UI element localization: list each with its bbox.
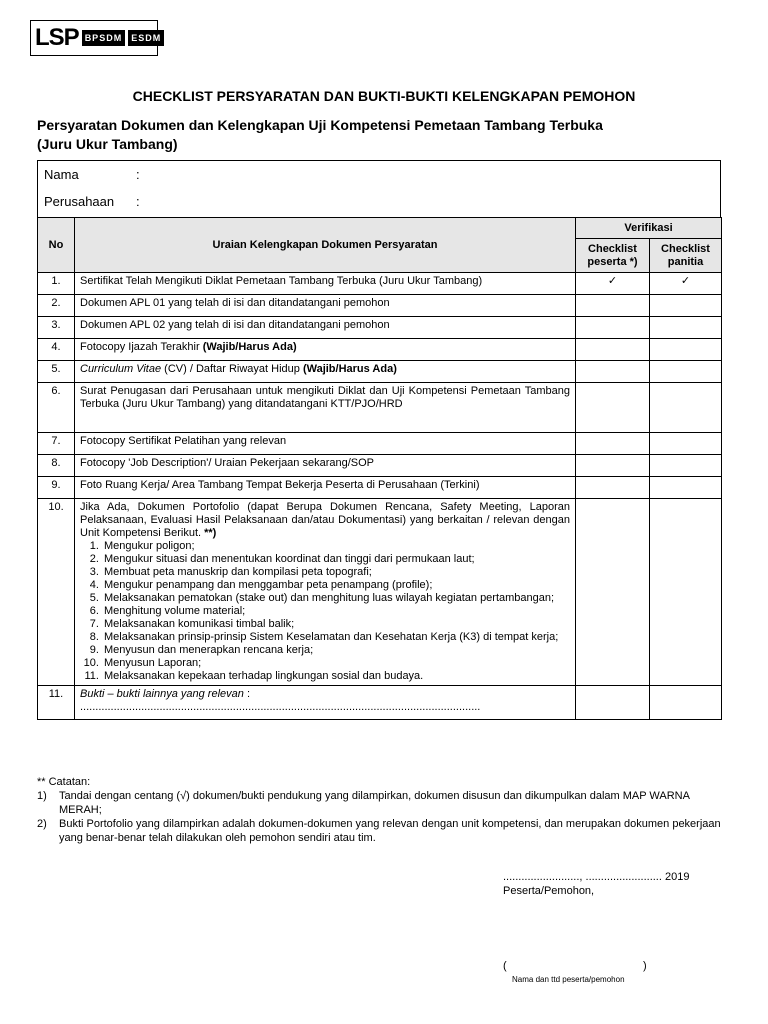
notes-section — [37, 775, 721, 845]
header-checklist-peserta: Checklist peserta *) — [576, 239, 650, 273]
note-item — [37, 817, 721, 845]
table-row — [38, 455, 722, 477]
nama-row — [44, 167, 140, 182]
row-number: 5. — [38, 361, 75, 383]
checklist-panitia-cell[interactable] — [650, 295, 722, 317]
row-number: 9. — [38, 477, 75, 499]
list-item: 11. Melaksanakan kepekaan terhadap lingkungan sosial dan budaya. — [102, 670, 570, 683]
list-item: 4. Mengukur penampang dan menggambar peta penampang (profile); — [102, 579, 570, 592]
checklist-panitia-cell[interactable] — [650, 499, 722, 686]
table-row — [38, 361, 722, 383]
note-number: 2) — [37, 818, 47, 830]
checklist-panitia-cell[interactable] — [650, 383, 722, 433]
subtitle-line-2: (Juru Ukur Tambang) — [37, 136, 178, 152]
checklist-panitia-cell[interactable] — [650, 455, 722, 477]
list-item: 5. Melaksanakan pematokan (stake out) dan menghitung luas wilayah kegiatan pertambangan; — [102, 592, 570, 605]
document-subtitle — [37, 116, 697, 154]
row-text: Fotocopy Sertifikat Pelatihan yang relevan — [75, 433, 576, 455]
checklist-peserta-cell[interactable] — [576, 499, 650, 686]
row-text — [75, 339, 576, 361]
table-header-row-1 — [38, 218, 722, 239]
row-number: 4. — [38, 339, 75, 361]
row-text: Dokumen APL 01 yang telah di isi dan ditandatangani pemohon — [75, 295, 576, 317]
table-row — [38, 433, 722, 455]
header-uraian: Uraian Kelengkapan Dokumen Persyaratan — [75, 218, 576, 273]
subtitle-line-1: Persyaratan Dokumen dan Kelengkapan Uji Kompetensi Pemetaan Tambang Terbuka — [37, 117, 603, 133]
row-number: 10. — [38, 499, 75, 686]
note-number: 1) — [37, 790, 47, 802]
checklist-peserta-cell[interactable] — [576, 273, 650, 295]
row-text: Dokumen APL 02 yang telah di isi dan ditandatangani pemohon — [75, 317, 576, 339]
checklist-panitia-cell[interactable] — [650, 273, 722, 295]
row-text — [75, 499, 576, 686]
note-item — [37, 789, 721, 817]
row-text-plain: Jika Ada, Dokumen Portofolio (dapat Berupa Dokumen Rencana, Safety Meeting, Laporan Pelaksanaan, Evaluasi Hasil Pelaksanaan dan/atau Dokumentasi) yang berkaitan / relevan dengan Unit Kompetensi Berikut. — [80, 501, 570, 539]
row-text: Fotocopy 'Job Description'/ Uraian Pekerjaan sekarang/SOP — [75, 455, 576, 477]
header-no: No — [38, 218, 75, 273]
list-item: 6. Menghitung volume material; — [102, 605, 570, 618]
signature-role: Peserta/Pemohon, — [503, 885, 595, 897]
portfolio-intro — [80, 501, 570, 540]
checklist-panitia-cell[interactable] — [650, 686, 722, 720]
signature-close-paren: ) — [643, 960, 647, 972]
checklist-peserta-cell[interactable] — [576, 686, 650, 720]
table-row — [38, 295, 722, 317]
list-item: 1. Mengukur poligon; — [102, 540, 570, 553]
table-row — [38, 273, 722, 295]
checklist-peserta-cell[interactable] — [576, 383, 650, 433]
signature-caption: Nama dan ttd peserta/pemohon — [512, 975, 625, 984]
row-number: 1. — [38, 273, 75, 295]
table-row — [38, 686, 722, 720]
table-row — [38, 477, 722, 499]
signature-date-line: ........................., ......................... 2019 — [503, 871, 690, 883]
perusahaan-colon: : — [136, 194, 140, 209]
checklist-peserta-cell[interactable] — [576, 339, 650, 361]
row-dotted-line: ................................................................................................................................... — [80, 701, 481, 713]
checklist-peserta-cell[interactable] — [576, 317, 650, 339]
row-number: 8. — [38, 455, 75, 477]
row-text-bold: (Wajib/Harus Ada) — [302, 363, 397, 375]
row-number: 3. — [38, 317, 75, 339]
table-row — [38, 383, 722, 433]
row-number: 11. — [38, 686, 75, 720]
list-item: 9. Menyusun dan menerapkan rencana kerja; — [102, 644, 570, 657]
signature-open-paren: ( — [503, 960, 507, 972]
signature-block — [503, 870, 689, 898]
note-text: Tandai dengan centang (√) dokumen/bukti pendukung yang dilampirkan, dokumen disusun dan dikumpulkan dalam MAP WARNA MERAH; — [59, 790, 690, 816]
row-text-plain: : — [243, 688, 251, 700]
note-text: Bukti Portofolio yang dilampirkan adalah dokumen-dokumen yang relevan dengan unit kompetensi, dan merupakan dokumen pekerjaan yang benar-benar telah dilakukan oleh pemohon sendiri atau tim. — [59, 818, 721, 844]
notes-header: ** Catatan: — [37, 776, 91, 788]
row-text — [75, 686, 576, 720]
perusahaan-label: Perusahaan — [44, 194, 115, 209]
header-checklist-panitia: Checklist panitia — [650, 239, 722, 273]
row-text — [75, 361, 576, 383]
requirements-table — [37, 217, 722, 720]
table-row — [38, 317, 722, 339]
table-row — [38, 339, 722, 361]
logo-lsp-text: LSP — [35, 24, 79, 51]
row-text-bold: (Wajib/Harus Ada) — [202, 341, 297, 353]
list-item: 10. Menyusun Laporan; — [102, 657, 570, 670]
checklist-peserta-cell[interactable] — [576, 455, 650, 477]
checklist-panitia-cell[interactable] — [650, 433, 722, 455]
row-text-plain: (CV) / Daftar Riwayat Hidup — [161, 363, 300, 375]
checklist-peserta-cell[interactable] — [576, 295, 650, 317]
checklist-panitia-cell[interactable] — [650, 339, 722, 361]
checklist-peserta-cell[interactable] — [576, 433, 650, 455]
list-item: 3. Membuat peta manuskrip dan kompilasi peta topografi; — [102, 566, 570, 579]
row-text-bold: **) — [204, 527, 217, 539]
row-text-italic: Bukti – bukti lainnya yang relevan — [80, 688, 244, 700]
checklist-panitia-cell[interactable] — [650, 477, 722, 499]
row-text: Surat Penugasan dari Perusahaan untuk mengikuti Diklat dan Uji Kompetensi Pemetaan Tambang Terbuka (Juru Ukur Tambang) yang ditandatangani KTT/PJO/HRD — [75, 383, 576, 433]
perusahaan-row — [44, 194, 140, 209]
row-number: 2. — [38, 295, 75, 317]
row-text: Foto Ruang Kerja/ Area Tambang Tempat Bekerja Peserta di Perusahaan (Terkini) — [75, 477, 576, 499]
table-row — [38, 499, 722, 686]
logo-bpsdm-text: BPSDM — [82, 30, 126, 46]
signature-name-line — [503, 960, 653, 972]
row-number: 6. — [38, 383, 75, 433]
row-number: 7. — [38, 433, 75, 455]
list-item: 8. Melaksanakan prinsip-prinsip Sistem Keselamatan dan Kesehatan Kerja (K3) di tempat kerja; — [102, 631, 570, 644]
checklist-panitia-cell[interactable] — [650, 317, 722, 339]
logo-esdm-text: ESDM — [128, 30, 164, 46]
check-mark-icon: ✓ — [680, 275, 691, 287]
competency-unit-list — [80, 540, 570, 683]
checklist-peserta-cell[interactable] — [576, 477, 650, 499]
checklist-panitia-cell[interactable] — [650, 361, 722, 383]
nama-colon: : — [136, 167, 140, 182]
row-text-plain: Fotocopy Ijazah Terakhir — [80, 341, 200, 353]
header-verifikasi: Verifikasi — [576, 218, 722, 239]
checklist-peserta-cell[interactable] — [576, 361, 650, 383]
check-mark-icon: ✓ — [607, 275, 618, 287]
row-text: Sertifikat Telah Mengikuti Diklat Pemetaan Tambang Terbuka (Juru Ukur Tambang) — [75, 273, 576, 295]
list-item: 7. Melaksanakan komunikasi timbal balik; — [102, 618, 570, 631]
nama-label: Nama — [44, 167, 79, 182]
row-text-italic: Curriculum Vitae — [80, 363, 162, 375]
document-title: CHECKLIST PERSYARATAN DAN BUKTI-BUKTI KELENGKAPAN PEMOHON — [132, 88, 636, 104]
lsp-logo — [30, 20, 162, 56]
list-item: 2. Mengukur situasi dan menentukan koordinat dan tinggi dari permukaan laut; — [102, 553, 570, 566]
applicant-info-box — [37, 160, 721, 218]
